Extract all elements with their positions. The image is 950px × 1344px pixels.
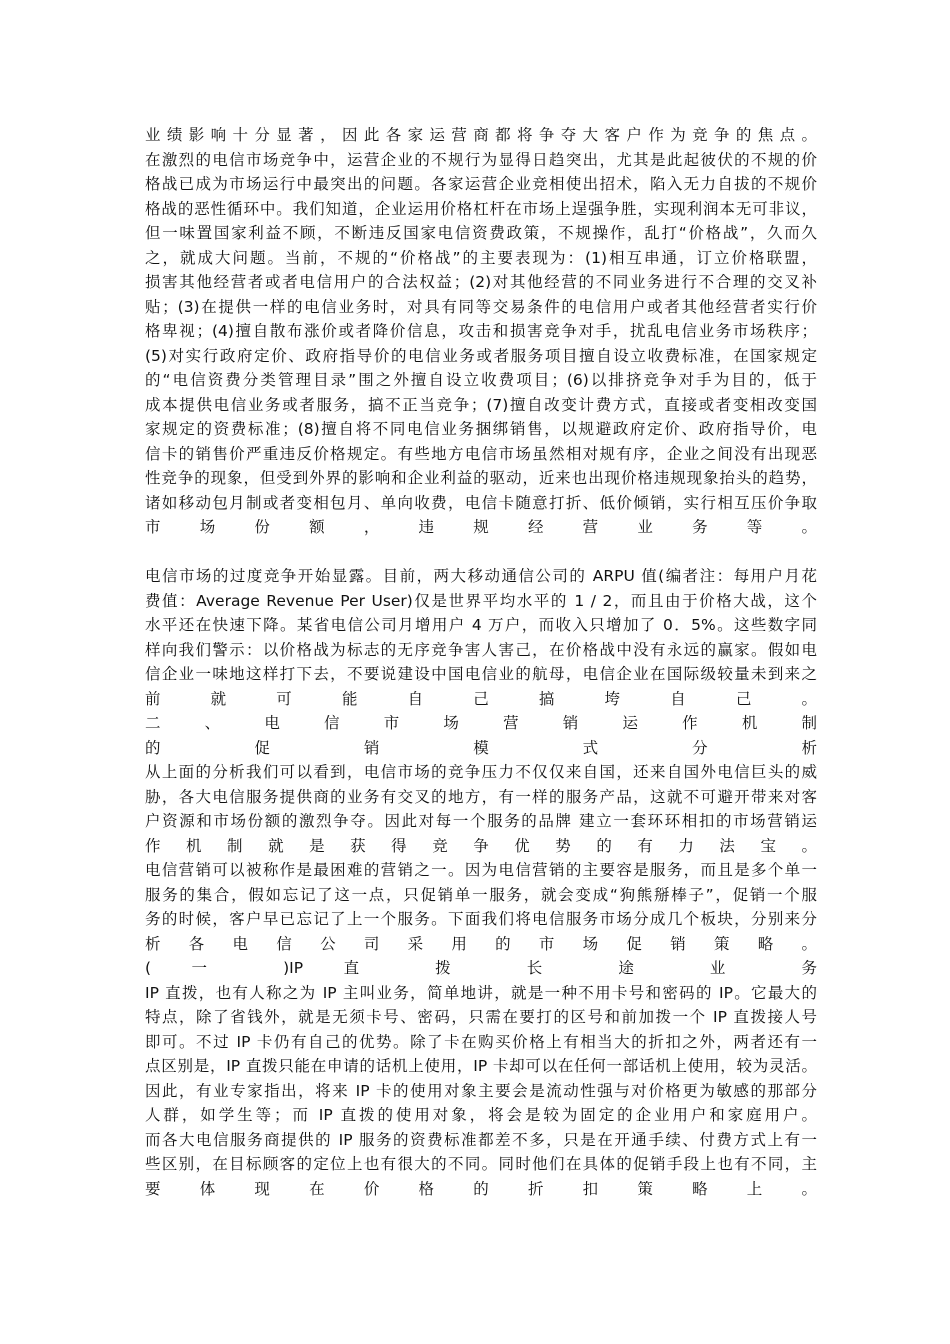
text-line: 电信市场的过度竞争开始显露。目前，两大移动通信公司的 ARPU 值(编者注：每用户月花 bbox=[145, 567, 817, 585]
text-line: 电信营销可以被称作是最困难的营销之一。因为电信营销的主要容是服务，而且是多个单一 bbox=[145, 861, 817, 879]
text-line: 胁，各大电信服务提供商的业务有交叉的地方，有一样的服务产品，这就不可避开带来对客 bbox=[145, 787, 817, 806]
text-line: 前 就 可 能 自 己 搞 垮 自 己 。 bbox=[145, 689, 817, 708]
text-line: 人群，如学生等；而 IP 直拨的使用对象，将会是较为固定的企业用户和家庭用户。 bbox=[145, 1106, 817, 1124]
text-line: 格战已成为市场运行中最突出的问题。各家运营企业竞相使出招术，陷入无力自拔的不规价 bbox=[145, 175, 817, 193]
text-line: 因此，有业专家指出，将来 IP 卡的使用对象主要会是流动性强与对价格更为敏感的那部分 bbox=[145, 1081, 817, 1100]
text-line: 但一味置国家利益不顾，不断违反国家电信资费政策，不规操作，乱打“价格战”，久而久 bbox=[145, 224, 817, 242]
text-line: (5)对实行政府定价、政府指导价的电信业务或者服务项目擅自设立收费标准，在国家规定 bbox=[145, 346, 817, 365]
text-line: 即可。不过 IP 卡仍有自己的优势。除了卡在购买价格上有相当大的折扣之外，两者还有一 bbox=[145, 1032, 817, 1051]
paragraph-marketing bbox=[145, 564, 817, 1201]
text-line: 诸如移动包月制或者变相包月、单向收费，电信卡随意打折、低价倾销，实行相互压价争取 bbox=[145, 493, 817, 512]
text-line: 业 绩 影 响 十 分 显 著 ， 因 此 各 家 运 营 商 都 将 争 夺 大 客 户 作 为 竞 争 的 焦 点 。 bbox=[145, 126, 817, 144]
text-line: 而各大电信服务商提供的 IP 服务的资费标准都差不多，只是在开通手续、付费方式上有一 bbox=[145, 1130, 817, 1149]
text-line: IP 直拨，也有人称之为 IP 主叫业务，简单地讲，就是一种不用卡号和密码的 IP。它最大的 bbox=[145, 983, 817, 1002]
text-line: 成本提供电信业务或者服务，搞不正当竞争；(7)擅自改变计费方式，直接或者变相改变国 bbox=[145, 395, 817, 414]
text-line: 务的时候，客户早已忘记了上一个服务。下面我们将电信服务市场分成几个板块，分别来分 bbox=[145, 910, 817, 928]
text-line: 信企业一味地这样打下去，不要说建设中国电信业的航母，电信企业在国际级较量未到来之 bbox=[145, 665, 817, 683]
text-line: 点区别是，IP 直拨只能在申请的话机上使用，IP 卡却可以在任何一部话机上使用，较为灵活。 bbox=[145, 1057, 817, 1075]
text-line: 贴；(3)在提供一样的电信业务时，对具有同等交易条件的电信用户或者其他经营者实行价 bbox=[145, 297, 817, 316]
section-heading: 二 、 电 信 市 场 营 销 运 作 机 制 bbox=[145, 714, 817, 732]
document-page bbox=[145, 123, 817, 1201]
text-line: 特点，除了省钱外，就是无须卡号、密码，只需在要打的区号和前加拨一个 IP 直拨接人号 bbox=[145, 1008, 817, 1026]
subsection-heading: ( 一 )IP 直 拨 长 途 业 务 bbox=[145, 959, 817, 977]
text-line: 作 机 制 就 是 获 得 竞 争 优 势 的 有 力 法 宝 。 bbox=[145, 836, 817, 855]
text-line: 的“电信资费分类管理目录”围之外擅自设立收费项目；(6)以排挤竞争对手为目的，低于 bbox=[145, 371, 817, 389]
text-line: 要 体 现 在 价 格 的 折 扣 策 略 上 。 bbox=[145, 1179, 817, 1198]
text-line: 户资源和市场份额的激烈争夺。因此对每一个服务的品牌 建立一套环环相扣的市场营销运 bbox=[145, 812, 817, 830]
text-line: 损害其他经营者或者电信用户的合法权益；(2)对其他经营的不同业务进行不合理的交叉补 bbox=[145, 273, 817, 291]
text-line: 在激烈的电信市场竞争中，运营企业的不规行为显得日趋突出，尤其是此起彼伏的不规的价 bbox=[145, 150, 817, 169]
text-line: 服务的集合，假如忘记了这一点，只促销单一服务，就会变成“狗熊掰棒子”，促销一个服 bbox=[145, 885, 817, 904]
text-line: 从上面的分析我们可以看到，电信市场的竞争压力不仅仅来自国，还来自国外电信巨头的威 bbox=[145, 763, 817, 781]
text-line: 格卑视；(4)擅自散布涨价或者降价信息，攻击和损害竞争对手，扰乱电信业务市场秩序； bbox=[145, 322, 817, 340]
paragraph-price-war bbox=[145, 123, 817, 540]
text-line: 市 场 份 额 ， 违 规 经 营 业 务 等 。 bbox=[145, 518, 817, 536]
text-line: 信卡的销售价严重违反价格规定。有些地方电信市场虽然相对规有序，企业之间没有出现恶 bbox=[145, 444, 817, 463]
section-heading: 的 促 销 模 式 分 析 bbox=[145, 738, 817, 757]
text-line: 析 各 电 信 公 司 采 用 的 市 场 促 销 策 略 。 bbox=[145, 934, 817, 953]
text-line: 水平还在快速下降。某省电信公司月增用户 4 万户，而收入只增加了 0．5%。这些数字同 bbox=[145, 616, 817, 634]
text-line: 费值：Average Revenue Per User)仅是世界平均水平的 1 / 2，而且由于价格大战，这个 bbox=[145, 591, 817, 610]
text-line: 样向我们警示：以价格战为标志的无序竞争害人害己，在价格战中没有永远的赢家。假如电 bbox=[145, 640, 817, 659]
text-line: 家规定的资费标准；(8)擅自将不同电信业务捆绑销售，以规避政府定价、政府指导价，电 bbox=[145, 420, 817, 438]
text-line: 性竞争的现象，但受到外界的影响和企业利益的驱动，近来也出现价格违规现象抬头的趋势， bbox=[145, 469, 817, 487]
text-line: 些区别，在目标顾客的定位上也有很大的不同。同时他们在具体的促销手段上也有不同，主 bbox=[145, 1155, 817, 1173]
text-line: 之，就成大问题。当前，不规的“价格战”的主要表现为：(1)相互串通，订立价格联盟， bbox=[145, 248, 817, 267]
text-line: 格战的恶性循环中。我们知道，企业运用价格杠杆在市场上逞强争胜，实现利润本无可非议， bbox=[145, 199, 817, 218]
paragraph-spacer bbox=[145, 540, 817, 565]
